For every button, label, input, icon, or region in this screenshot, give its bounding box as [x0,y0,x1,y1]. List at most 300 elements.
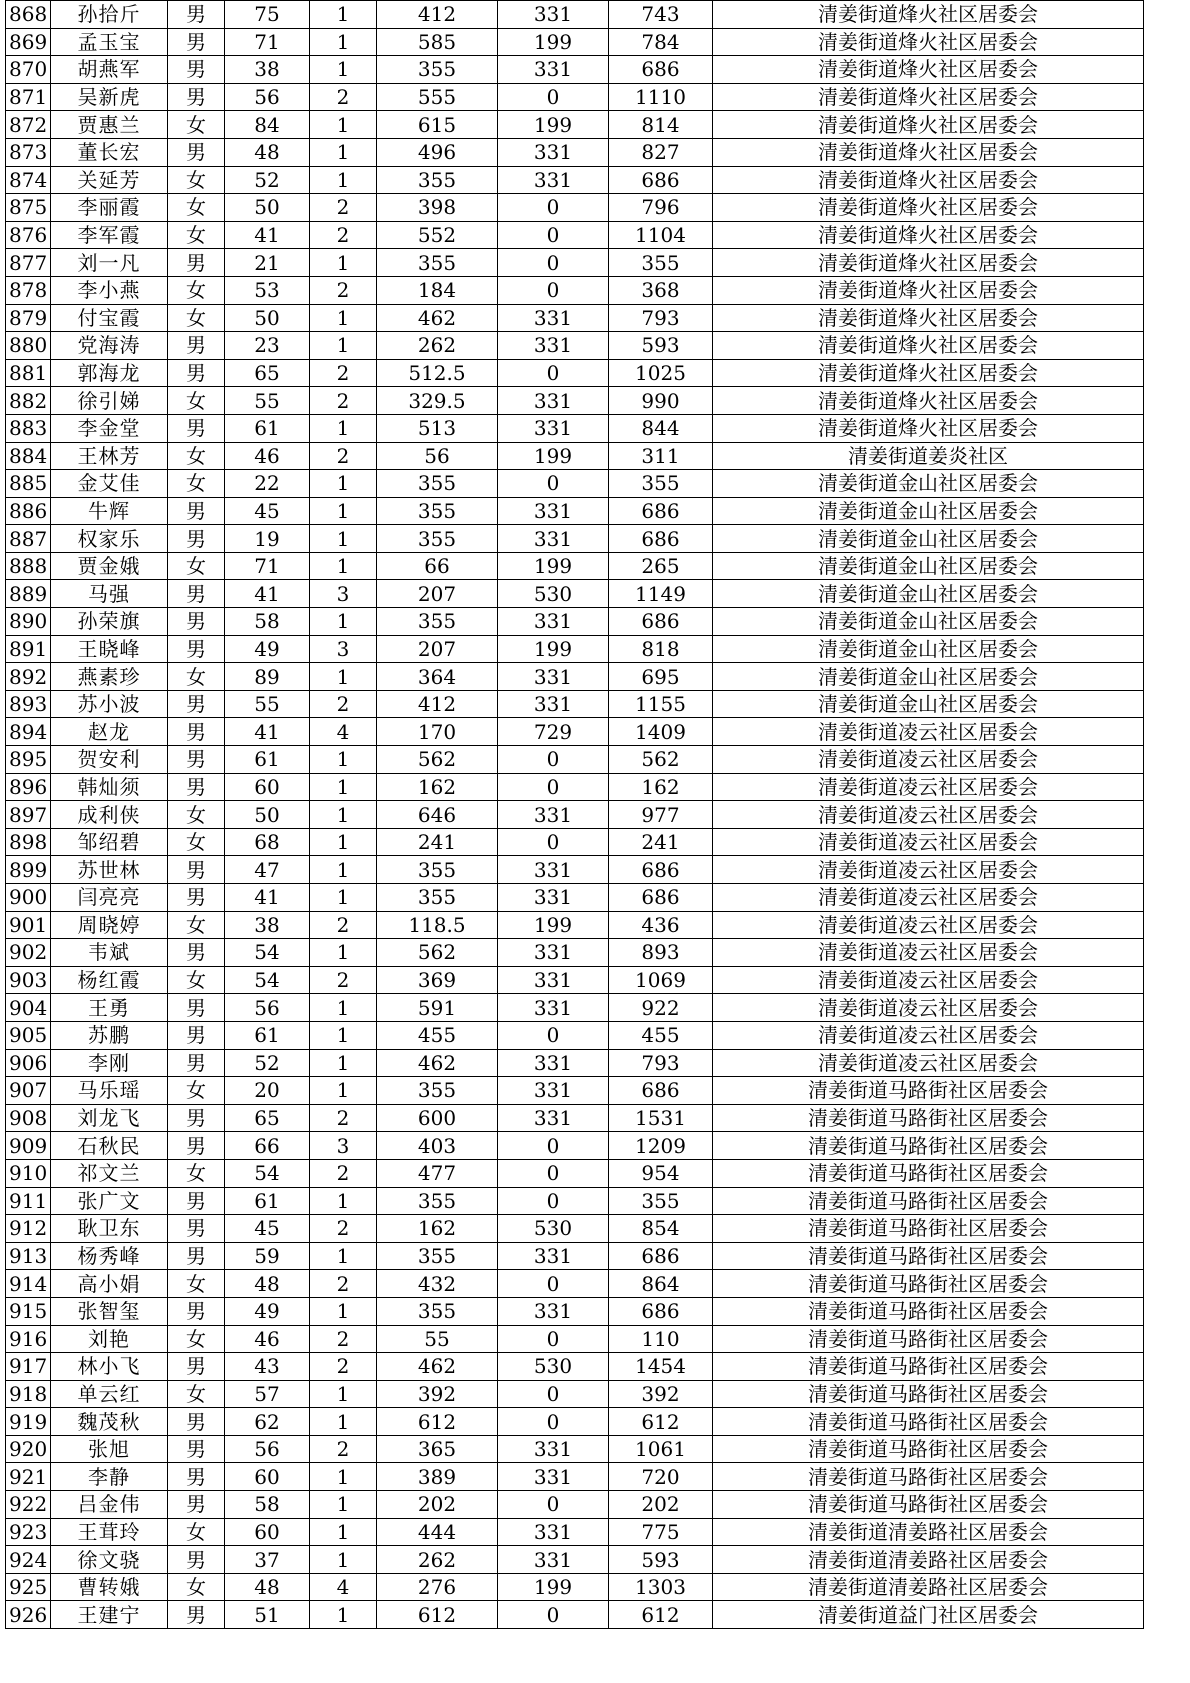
cell-per-capita-amount: 207 [377,580,498,608]
cell-name: 苏小波 [51,690,168,718]
cell-name: 李小燕 [51,276,168,304]
cell-household-size: 1 [310,1601,377,1629]
cell-gender: 男 [168,332,225,360]
cell-gender: 男 [168,525,225,553]
cell-community: 清姜街道凌云社区居委会 [713,856,1144,884]
cell-household-size: 1 [310,1,377,29]
cell-total-amount: 1454 [609,1353,713,1381]
cell-community: 清姜街道凌云社区居委会 [713,966,1144,994]
cell-total-amount: 612 [609,1601,713,1629]
cell-extra-amount: 0 [498,828,609,856]
cell-household-size: 2 [310,1353,377,1381]
cell-age: 21 [225,249,310,277]
cell-serial-number: 913 [6,1242,51,1270]
cell-community: 清姜街道烽火社区居委会 [713,359,1144,387]
cell-age: 38 [225,911,310,939]
cell-household-size: 2 [310,194,377,222]
cell-age: 48 [225,138,310,166]
cell-per-capita-amount: 555 [377,83,498,111]
cell-age: 20 [225,1077,310,1105]
table-row [6,359,1144,387]
cell-community: 清姜街道金山社区居委会 [713,663,1144,691]
cell-community: 清姜街道凌云社区居委会 [713,911,1144,939]
table-row [6,83,1144,111]
cell-per-capita-amount: 184 [377,276,498,304]
cell-gender: 男 [168,580,225,608]
cell-age: 61 [225,1187,310,1215]
table-row [6,773,1144,801]
cell-extra-amount: 331 [498,1104,609,1132]
cell-gender: 男 [168,83,225,111]
cell-community: 清姜街道清姜路社区居委会 [713,1518,1144,1546]
cell-age: 46 [225,1325,310,1353]
cell-per-capita-amount: 512.5 [377,359,498,387]
table-row [6,884,1144,912]
cell-age: 55 [225,387,310,415]
cell-name: 关延芳 [51,166,168,194]
cell-community: 清姜街道马路街社区居委会 [713,1104,1144,1132]
cell-serial-number: 877 [6,249,51,277]
cell-household-size: 1 [310,773,377,801]
cell-name: 徐引娣 [51,387,168,415]
cell-serial-number: 876 [6,221,51,249]
cell-community: 清姜街道马路街社区居委会 [713,1380,1144,1408]
cell-age: 55 [225,690,310,718]
cell-community: 清姜街道凌云社区居委会 [713,884,1144,912]
cell-household-size: 3 [310,635,377,663]
cell-extra-amount: 199 [498,1573,609,1601]
cell-serial-number: 923 [6,1518,51,1546]
cell-extra-amount: 0 [498,359,609,387]
cell-total-amount: 827 [609,138,713,166]
cell-per-capita-amount: 202 [377,1491,498,1519]
cell-age: 56 [225,994,310,1022]
cell-total-amount: 686 [609,56,713,84]
cell-household-size: 1 [310,497,377,525]
cell-per-capita-amount: 262 [377,332,498,360]
cell-age: 59 [225,1242,310,1270]
cell-total-amount: 893 [609,939,713,967]
cell-total-amount: 355 [609,1187,713,1215]
cell-per-capita-amount: 562 [377,939,498,967]
cell-extra-amount: 0 [498,194,609,222]
cell-name: 王茸玲 [51,1518,168,1546]
table-row [6,994,1144,1022]
cell-gender: 男 [168,690,225,718]
cell-extra-amount: 199 [498,552,609,580]
cell-household-size: 1 [310,746,377,774]
cell-age: 52 [225,1049,310,1077]
cell-gender: 男 [168,884,225,912]
cell-serial-number: 894 [6,718,51,746]
cell-name: 吴新虎 [51,83,168,111]
cell-name: 张广文 [51,1187,168,1215]
cell-community: 清姜街道金山社区居委会 [713,470,1144,498]
table-row [6,1546,1144,1574]
cell-community: 清姜街道金山社区居委会 [713,608,1144,636]
cell-per-capita-amount: 432 [377,1270,498,1298]
cell-per-capita-amount: 355 [377,525,498,553]
cell-household-size: 1 [310,138,377,166]
cell-household-size: 1 [310,332,377,360]
table-row [6,1132,1144,1160]
table-row [6,56,1144,84]
cell-extra-amount: 331 [498,1463,609,1491]
cell-gender: 男 [168,635,225,663]
cell-gender: 男 [168,414,225,442]
cell-extra-amount: 331 [498,1,609,29]
cell-extra-amount: 331 [498,525,609,553]
cell-gender: 男 [168,1132,225,1160]
cell-age: 49 [225,635,310,663]
cell-total-amount: 864 [609,1270,713,1298]
cell-name: 刘龙飞 [51,1104,168,1132]
cell-name: 张旭 [51,1435,168,1463]
cell-gender: 女 [168,470,225,498]
cell-total-amount: 202 [609,1491,713,1519]
cell-serial-number: 912 [6,1215,51,1243]
cell-extra-amount: 331 [498,1297,609,1325]
table-row [6,911,1144,939]
table-row [6,138,1144,166]
table-row [6,221,1144,249]
cell-name: 邹绍碧 [51,828,168,856]
cell-per-capita-amount: 444 [377,1518,498,1546]
cell-gender: 男 [168,1242,225,1270]
cell-name: 徐文骁 [51,1546,168,1574]
cell-per-capita-amount: 392 [377,1380,498,1408]
table-row [6,1380,1144,1408]
cell-household-size: 1 [310,801,377,829]
cell-community: 清姜街道凌云社区居委会 [713,746,1144,774]
cell-total-amount: 954 [609,1159,713,1187]
table-row [6,608,1144,636]
cell-age: 54 [225,966,310,994]
cell-name: 苏世林 [51,856,168,884]
cell-community: 清姜街道金山社区居委会 [713,635,1144,663]
cell-gender: 女 [168,1159,225,1187]
cell-serial-number: 874 [6,166,51,194]
cell-extra-amount: 331 [498,497,609,525]
cell-gender: 女 [168,166,225,194]
cell-household-size: 1 [310,1463,377,1491]
cell-household-size: 1 [310,828,377,856]
cell-household-size: 1 [310,856,377,884]
cell-name: 孙拾斤 [51,1,168,29]
cell-per-capita-amount: 398 [377,194,498,222]
cell-household-size: 1 [310,1021,377,1049]
cell-community: 清姜街道烽火社区居委会 [713,1,1144,29]
cell-age: 71 [225,552,310,580]
cell-serial-number: 890 [6,608,51,636]
cell-per-capita-amount: 207 [377,635,498,663]
cell-extra-amount: 0 [498,249,609,277]
cell-extra-amount: 729 [498,718,609,746]
cell-household-size: 1 [310,1518,377,1546]
cell-household-size: 2 [310,1215,377,1243]
cell-household-size: 1 [310,249,377,277]
table-row [6,1408,1144,1436]
cell-community: 清姜街道烽火社区居委会 [713,166,1144,194]
cell-name: 韩灿须 [51,773,168,801]
cell-total-amount: 686 [609,856,713,884]
table-row [6,1270,1144,1298]
cell-serial-number: 879 [6,304,51,332]
cell-community: 清姜街道马路街社区居委会 [713,1077,1144,1105]
cell-gender: 女 [168,1573,225,1601]
table-row [6,966,1144,994]
table-row [6,276,1144,304]
cell-name: 曹转娥 [51,1573,168,1601]
cell-age: 54 [225,1159,310,1187]
cell-community: 清姜街道马路街社区居委会 [713,1435,1144,1463]
cell-name: 刘一凡 [51,249,168,277]
cell-extra-amount: 331 [498,304,609,332]
table-row [6,1573,1144,1601]
cell-household-size: 2 [310,387,377,415]
cell-name: 董长宏 [51,138,168,166]
cell-community: 清姜街道马路街社区居委会 [713,1325,1144,1353]
cell-total-amount: 796 [609,194,713,222]
table-row [6,28,1144,56]
cell-age: 50 [225,801,310,829]
cell-gender: 女 [168,1380,225,1408]
cell-name: 马乐瑶 [51,1077,168,1105]
cell-community: 清姜街道烽火社区居委会 [713,83,1144,111]
cell-household-size: 1 [310,28,377,56]
cell-serial-number: 904 [6,994,51,1022]
cell-name: 张智玺 [51,1297,168,1325]
cell-community: 清姜街道益门社区居委会 [713,1601,1144,1629]
cell-gender: 女 [168,966,225,994]
table-row [6,1049,1144,1077]
table-row [6,414,1144,442]
table-row [6,580,1144,608]
table-row [6,387,1144,415]
cell-name: 高小娟 [51,1270,168,1298]
roster-body [6,1,1144,1629]
cell-name: 成利侠 [51,801,168,829]
cell-serial-number: 888 [6,552,51,580]
cell-gender: 男 [168,1463,225,1491]
cell-age: 89 [225,663,310,691]
cell-serial-number: 905 [6,1021,51,1049]
cell-gender: 女 [168,304,225,332]
cell-community: 清姜街道马路街社区居委会 [713,1297,1144,1325]
cell-household-size: 1 [310,525,377,553]
cell-community: 清姜街道马路街社区居委会 [713,1187,1144,1215]
cell-per-capita-amount: 612 [377,1601,498,1629]
cell-serial-number: 884 [6,442,51,470]
cell-total-amount: 241 [609,828,713,856]
cell-extra-amount: 331 [498,884,609,912]
cell-community: 清姜街道凌云社区居委会 [713,773,1144,801]
cell-name: 贺安利 [51,746,168,774]
cell-name: 耿卫东 [51,1215,168,1243]
cell-serial-number: 914 [6,1270,51,1298]
cell-serial-number: 916 [6,1325,51,1353]
table-row [6,111,1144,139]
cell-total-amount: 562 [609,746,713,774]
cell-total-amount: 311 [609,442,713,470]
cell-community: 清姜街道凌云社区居委会 [713,828,1144,856]
cell-total-amount: 1104 [609,221,713,249]
cell-extra-amount: 331 [498,414,609,442]
cell-extra-amount: 331 [498,663,609,691]
cell-per-capita-amount: 462 [377,304,498,332]
cell-community: 清姜街道金山社区居委会 [713,552,1144,580]
table-row [6,1325,1144,1353]
cell-gender: 男 [168,1601,225,1629]
cell-age: 50 [225,304,310,332]
cell-total-amount: 793 [609,304,713,332]
cell-extra-amount: 331 [498,1049,609,1077]
cell-household-size: 1 [310,1187,377,1215]
cell-serial-number: 922 [6,1491,51,1519]
cell-age: 37 [225,1546,310,1574]
table-row [6,1021,1144,1049]
cell-age: 62 [225,1408,310,1436]
cell-household-size: 1 [310,608,377,636]
cell-gender: 女 [168,111,225,139]
cell-name: 赵龙 [51,718,168,746]
table-row [6,1159,1144,1187]
cell-total-amount: 686 [609,166,713,194]
cell-per-capita-amount: 355 [377,856,498,884]
cell-name: 王林芳 [51,442,168,470]
cell-household-size: 1 [310,1242,377,1270]
cell-gender: 男 [168,1187,225,1215]
cell-extra-amount: 331 [498,994,609,1022]
cell-total-amount: 1149 [609,580,713,608]
table-row [6,332,1144,360]
cell-total-amount: 686 [609,1297,713,1325]
cell-name: 郭海龙 [51,359,168,387]
cell-household-size: 2 [310,442,377,470]
cell-household-size: 1 [310,884,377,912]
cell-total-amount: 686 [609,608,713,636]
cell-serial-number: 911 [6,1187,51,1215]
cell-household-size: 2 [310,1270,377,1298]
cell-name: 单云红 [51,1380,168,1408]
cell-serial-number: 908 [6,1104,51,1132]
table-row [6,1077,1144,1105]
cell-age: 41 [225,221,310,249]
cell-total-amount: 162 [609,773,713,801]
cell-name: 金艾佳 [51,470,168,498]
cell-gender: 男 [168,1021,225,1049]
cell-serial-number: 891 [6,635,51,663]
cell-name: 祁文兰 [51,1159,168,1187]
table-row [6,1242,1144,1270]
cell-gender: 女 [168,1325,225,1353]
cell-total-amount: 775 [609,1518,713,1546]
cell-per-capita-amount: 462 [377,1049,498,1077]
cell-per-capita-amount: 355 [377,249,498,277]
cell-age: 61 [225,414,310,442]
cell-age: 61 [225,746,310,774]
table-row [6,470,1144,498]
cell-per-capita-amount: 162 [377,773,498,801]
cell-household-size: 3 [310,1132,377,1160]
cell-household-size: 1 [310,1380,377,1408]
cell-community: 清姜街道烽火社区居委会 [713,249,1144,277]
cell-age: 43 [225,1353,310,1381]
table-row [6,1297,1144,1325]
table-row [6,801,1144,829]
cell-household-size: 2 [310,359,377,387]
cell-gender: 女 [168,442,225,470]
cell-per-capita-amount: 355 [377,1187,498,1215]
cell-community: 清姜街道凌云社区居委会 [713,718,1144,746]
cell-per-capita-amount: 412 [377,690,498,718]
cell-serial-number: 898 [6,828,51,856]
cell-gender: 男 [168,1215,225,1243]
cell-household-size: 1 [310,552,377,580]
table-row [6,1187,1144,1215]
cell-household-size: 1 [310,470,377,498]
cell-serial-number: 925 [6,1573,51,1601]
cell-household-size: 4 [310,718,377,746]
cell-extra-amount: 331 [498,1435,609,1463]
cell-extra-amount: 331 [498,166,609,194]
cell-extra-amount: 199 [498,635,609,663]
cell-name: 王晓峰 [51,635,168,663]
cell-serial-number: 906 [6,1049,51,1077]
cell-community: 清姜街道清姜路社区居委会 [713,1546,1144,1574]
cell-extra-amount: 0 [498,1408,609,1436]
cell-age: 56 [225,1435,310,1463]
cell-extra-amount: 0 [498,1380,609,1408]
cell-name: 王建宁 [51,1601,168,1629]
cell-gender: 女 [168,194,225,222]
cell-gender: 女 [168,1270,225,1298]
cell-gender: 男 [168,608,225,636]
cell-age: 52 [225,166,310,194]
cell-community: 清姜街道凌云社区居委会 [713,994,1144,1022]
cell-total-amount: 844 [609,414,713,442]
table-row [6,1518,1144,1546]
cell-community: 清姜街道烽火社区居委会 [713,138,1144,166]
cell-serial-number: 872 [6,111,51,139]
cell-gender: 男 [168,1353,225,1381]
cell-extra-amount: 331 [498,332,609,360]
cell-gender: 女 [168,911,225,939]
cell-age: 75 [225,1,310,29]
cell-serial-number: 889 [6,580,51,608]
cell-age: 53 [225,276,310,304]
cell-per-capita-amount: 455 [377,1021,498,1049]
cell-total-amount: 686 [609,497,713,525]
cell-total-amount: 1303 [609,1573,713,1601]
cell-extra-amount: 331 [498,1077,609,1105]
cell-extra-amount: 0 [498,83,609,111]
cell-household-size: 1 [310,166,377,194]
cell-extra-amount: 331 [498,56,609,84]
cell-age: 60 [225,773,310,801]
cell-serial-number: 895 [6,746,51,774]
cell-serial-number: 883 [6,414,51,442]
cell-per-capita-amount: 329.5 [377,387,498,415]
cell-household-size: 1 [310,994,377,1022]
cell-community: 清姜街道清姜路社区居委会 [713,1573,1144,1601]
cell-per-capita-amount: 241 [377,828,498,856]
cell-gender: 男 [168,773,225,801]
cell-serial-number: 873 [6,138,51,166]
cell-community: 清姜街道金山社区居委会 [713,580,1144,608]
cell-per-capita-amount: 403 [377,1132,498,1160]
cell-age: 48 [225,1573,310,1601]
